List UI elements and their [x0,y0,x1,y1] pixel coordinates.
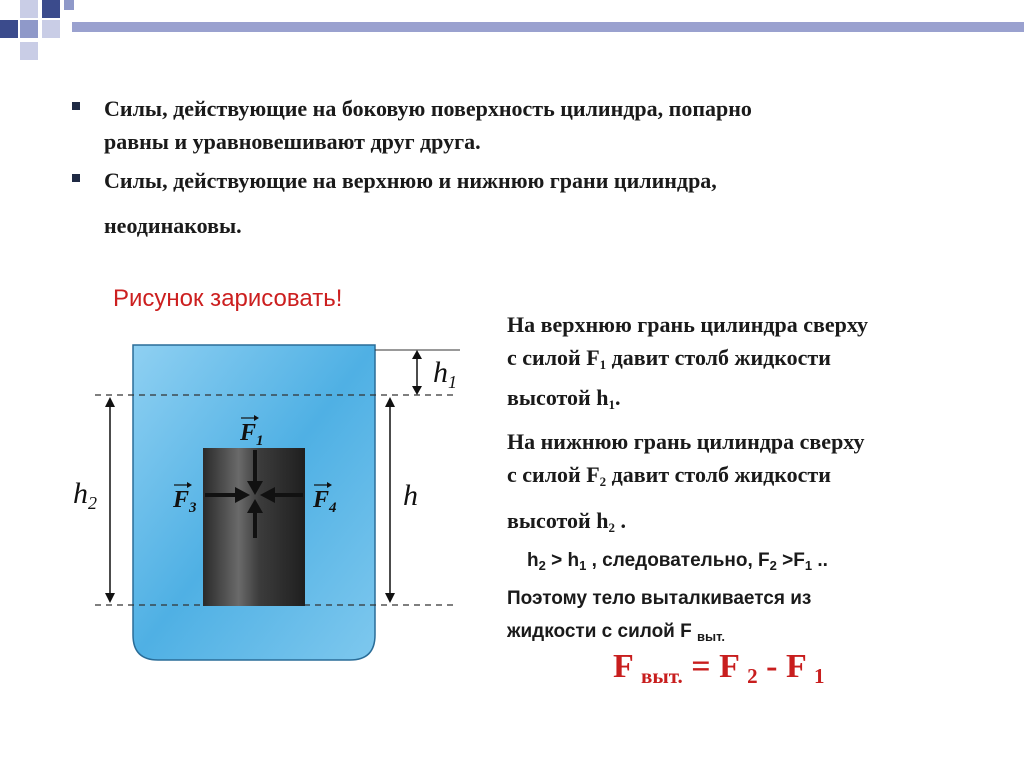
text-line: высотой $h_2$ . [507,508,626,535]
bullet-line: неодинаковы. [104,213,242,238]
bullet-list [72,92,972,242]
bullet-line: равны и уравновешивают друг друга. [104,129,481,154]
h1-label: $h_1$ [433,356,457,392]
text-line: На верхнюю грань цилиндра сверху [507,312,869,337]
h2-label: $h_2$ [73,477,97,513]
vessel-figure [55,335,480,665]
text-line: жидкости с силой F $_{выт.}$ [507,621,725,644]
buoyancy-formula: F выт. = F 2 - F 1 [613,648,825,688]
bullet-line: Силы, действующие на боковую поверхность цилиндра, попарно [104,96,752,121]
text-line: На нижнюю грань цилиндра сверху [507,429,865,454]
bullet-square-icon [72,174,80,182]
comparison-line: $h_2 > h_1$ , следовательно, $F_2 >F_1$ .. [527,550,828,573]
decorative-header [0,0,1024,70]
bullet-line: Силы, действующие на верхнюю и нижнюю грани цилиндра, [104,168,717,193]
bullet-item [72,92,972,158]
text-line: с силой $F_1$ давит столб жидкости [507,345,831,372]
bullet-text [104,164,717,242]
f4-label: $F_4$ [313,487,337,516]
f1-label: $F_1$ [240,420,264,449]
text-line: Поэтому тело выталкивается из [507,588,812,609]
h-label: h [403,479,418,512]
text-line: высотой $h_1$. [507,385,621,412]
f3-label: $F_3$ [173,487,197,516]
draw-figure-note: Рисунок зарисовать! [113,285,343,312]
text-line: с силой $F_2$ давит столб жидкости [507,462,831,489]
explanation-text [507,308,987,653]
bullet-text [104,92,752,158]
bullet-item [72,164,972,242]
bullet-square-icon [72,102,80,110]
